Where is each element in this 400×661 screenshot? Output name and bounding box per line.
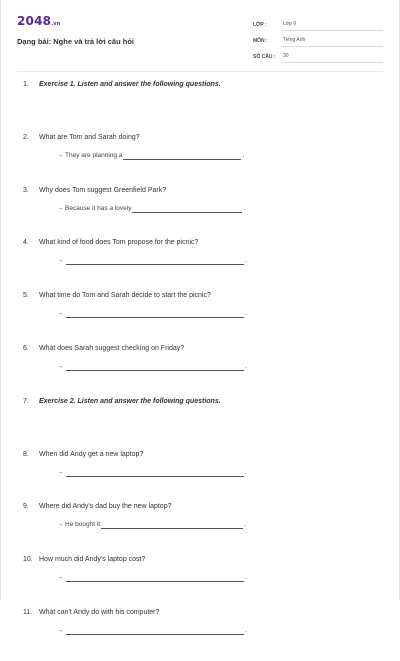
question-text: What kind of food does Tom propose for the picnic? [39,239,199,247]
question-number: 8. [23,450,29,458]
arrow-right-icon: → [57,204,64,212]
question-item [17,555,383,608]
question-number: 4. [23,239,29,247]
answer-blank[interactable] [66,470,244,477]
question-text: What does Sarah suggest checking on Friday? [39,344,185,352]
logo-text: 2048 [17,14,52,28]
answer-blank[interactable] [66,364,244,371]
answer-blank[interactable] [66,575,244,582]
arrow-right-icon: → [57,310,64,318]
question-item [17,80,383,133]
answer-blank[interactable] [66,258,244,265]
logo-suffix: .vn [51,21,61,27]
answer-blank[interactable] [123,153,241,160]
question-item [17,133,383,186]
answer-line: → . [57,626,247,634]
question-number: 1. [23,81,29,88]
answer-line: → He bought it . [57,521,246,529]
question-text: What time do Tom and Sarah decide to start the picnic? [39,292,211,300]
meta-block [253,15,383,63]
arrow-right-icon: → [57,626,64,634]
question-text: What can't Andy do with his computer? [39,608,160,616]
arrow-right-icon: → [57,521,64,529]
exercise-heading: Exercise 2. Listen and answer the following questions. [39,397,221,405]
question-number: 3. [23,186,29,194]
answer-line: → . [57,574,247,582]
question-item [17,450,383,503]
arrow-right-icon: → [57,468,64,476]
question-item [17,397,383,450]
arrow-right-icon: → [57,151,64,159]
question-item [17,186,383,239]
question-item [17,608,383,661]
answer-line: → They are planning a . [57,151,245,159]
answer-blank[interactable] [66,311,244,318]
answer-line: → . [57,468,247,476]
answer-prefix: They are planning a [65,151,123,159]
question-item [17,344,383,397]
exercise-heading: Exercise 1. Listen and answer the following questions. [39,81,221,88]
question-item [17,502,383,555]
meta-value: Tiếng Anh [281,37,383,47]
question-number: 7. [23,397,29,405]
meta-label: MÔN : [253,38,268,44]
brand-block [17,14,134,46]
answer-line: → . [57,362,247,370]
answer-prefix: He bought it [65,521,101,529]
subject-title: Dạng bài: Nghe và trả lời câu hỏi [17,37,135,46]
question-list [17,80,383,661]
meta-value: Lớp 9 [281,21,383,31]
arrow-right-icon: → [57,574,64,582]
question-text: What are Tom and Sarah doing? [39,133,140,141]
arrow-right-icon: → [57,362,64,370]
answer-blank[interactable] [66,628,244,635]
answer-line: → . [57,310,247,318]
meta-row-count [253,47,383,63]
question-number: 10. [23,556,33,564]
meta-label: SỐ CÂU : [253,54,276,60]
meta-value: 30 [281,53,383,63]
meta-label: LỚP : [253,22,267,28]
question-item [17,291,383,344]
meta-row-class [253,15,383,31]
question-number: 5. [23,292,29,300]
answer-blank[interactable] [132,206,242,213]
question-text: How much did Andy's laptop cost? [39,556,146,564]
answer-prefix: Because it has a lovely [65,204,132,212]
answer-line: → Because it has a lovely . [57,204,246,212]
question-number: 6. [23,344,29,352]
meta-row-subject [253,31,383,47]
arrow-right-icon: → [57,257,64,265]
question-number: 9. [23,503,29,511]
question-number: 2. [23,133,29,141]
question-text: When did Andy get a new laptop? [39,450,144,458]
worksheet-header [17,0,383,72]
question-text: Why does Tom suggest Greenfield Park? [39,186,167,194]
question-item [17,238,383,291]
question-text: Where did Andy's dad buy the new laptop? [39,503,172,511]
answer-line: → . [57,257,247,265]
site-logo[interactable] [17,14,134,31]
answer-blank[interactable] [101,522,243,529]
question-number: 11. [23,608,33,616]
